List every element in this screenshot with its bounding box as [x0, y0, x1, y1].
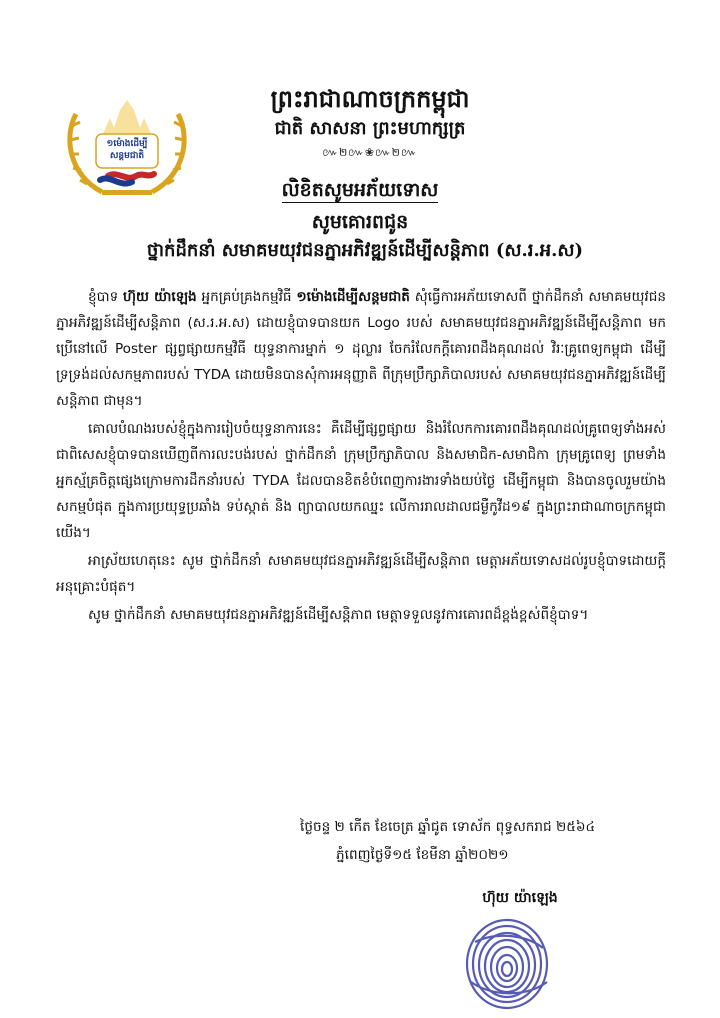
letter-subject — [180, 178, 540, 206]
logo-text-line-1: ១ម៉ោងដើម្បី — [106, 139, 148, 149]
salutation-line: សូមគោរពជូន — [311, 211, 409, 233]
organization-logo — [62, 96, 192, 204]
solar-date: ភ្នំពេញថ្ងៃទី១៥ ខែមីនា ឆ្នាំ២០២១ — [336, 847, 509, 863]
author-name: ហ៊ុយ យ៉ាឡេង — [123, 289, 197, 305]
letter-subject-text: លិខិតសូមអភ័យទោស — [281, 179, 439, 201]
national-motto: ជាតិ សាសនា ព្រះមហាក្សត្រ — [274, 118, 466, 139]
thumbprint-icon — [455, 912, 565, 1012]
logo-text-line-2: សន្តមជាតិ — [109, 151, 145, 161]
body-paragraph-1 — [56, 284, 666, 414]
program-name: ១ម៉ោងដើម្បីសន្តមជាតិ — [296, 289, 410, 305]
p1-start: ខ្ញុំបាទ — [88, 289, 124, 305]
recipient-line: ថ្នាក់ដឹកនាំ សមាគមយុវជនភ្នាអភិវឌ្ឍន៍ដើម្បីសន្តិភាព (ស.រ.អ.ស) — [146, 240, 584, 261]
letter-body — [56, 284, 666, 630]
thumbprint — [455, 912, 565, 1012]
lunar-date: ថ្ងៃចន្ទ ២ កើត ខែចេត្រ ឆ្នាំជូត ទោស័ក ពុទ្ធសករាជ ២៥៦៤ — [300, 819, 596, 835]
body-paragraph-4: សូម ថ្នាក់ដឹកនាំ សមាគមយុវជនភ្នាអភិវឌ្ឍន៍ដើម្បីសន្តិភាព មេត្តាទទួលនូវការគោរពដ៏ខ្ពង់ខ្ពស់ពីខ្ញុំបាទ។ — [88, 607, 589, 623]
p1-mid: អ្នកគ្រប់គ្រងកម្មវិធី — [196, 289, 297, 305]
header-ornament: ៚២៚❀៚២៚ — [322, 146, 418, 159]
signer-name: ហ៊ុយ យ៉ាឡេង — [482, 890, 558, 906]
p1-rest: សុំធ្វើការអភ័យទោសពី ថ្នាក់ដឹកនាំ សមាគមយុវជនភ្នាអភិវឌ្ឍន៍ដើម្បីសន្តិភាព (ស.រ.អ.ស) ដោយខ្ញុំបាទបានយក Logo របស់ សមាគមយុវជនភ្នាអភិវឌ្ឍន៍ដើម្បីសន្តិភាព មកប្រើនៅលើ Poster ផ្សព្វផ្សាយកម្មវិធី យុទ្ធនាការម្នាក់ ១ ដុល្លារ ចែករំលែកក្តីគោរពដឹងគុណដល់ វិរៈគ្រូពេទ្យកម្ពុជា ដើម្បីទ្រទ្រង់ដល់សកម្មភាពរបស់ TYDA ដោយមិនបានសុំការអនុញ្ញាតិ ពីក្រុមប្រឹក្សាភិបាលរបស់ សមាគមយុវជនភ្នាអភិវឌ្ឍន៍ដើម្បីសន្តិភាព ជាមុន។ — [56, 289, 667, 409]
kingdom-title: ព្រះរាជាណាចក្រកម្ពុជា — [270, 84, 470, 113]
body-paragraph-3: អាស្រ័យហេតុនេះ សូម ថ្នាក់ដឹកនាំ សមាគមយុវជនភ្នាអភិវឌ្ឍន៍ដើម្បីសន្តិភាព មេត្តាអភ័យទោសដល់រូបខ្ញុំបាទដោយក្តីអនុគ្រោះបំផុត។ — [56, 553, 666, 595]
body-paragraph-2: គោលបំណងរបស់ខ្ញុំក្នុងការរៀបចំយុទ្ធនាការនេះ គឺដើម្បីផ្សព្វផ្សាយ និងរំលែកការគោរពដឹងគុណដល់គ្រូពេទ្យទាំងអស់ ជាពិសេសខ្ញុំបាទបានឃើញពីការលះបង់របស់ ថ្នាក់ដឹកនាំ ក្រុមប្រឹក្សាភិបាល និងសមាជិក-សមាជិកា ក្រុមគ្រូពេទ្យ ព្រមទាំងអ្នកស្ម័គ្រចិត្តផ្សេងក្រោមការដឹកនាំរបស់ TYDA ដែលបានខិតខំបំពេញការងារទាំងយប់ថ្ងៃ ដើម្បីកម្ពុជា និងបានចូលរួមយ៉ាងសកម្មបំផុត ក្នុងការប្រយុទ្ធប្រឆាំង ទប់ស្កាត់ និង ព្យាបាលយកឈ្នះ លើការរាលដាលជម្ងឺកូវីដ១៩ ក្នុងព្រះរាជាណាចក្រកម្ពុជាយើង។ — [56, 421, 666, 541]
